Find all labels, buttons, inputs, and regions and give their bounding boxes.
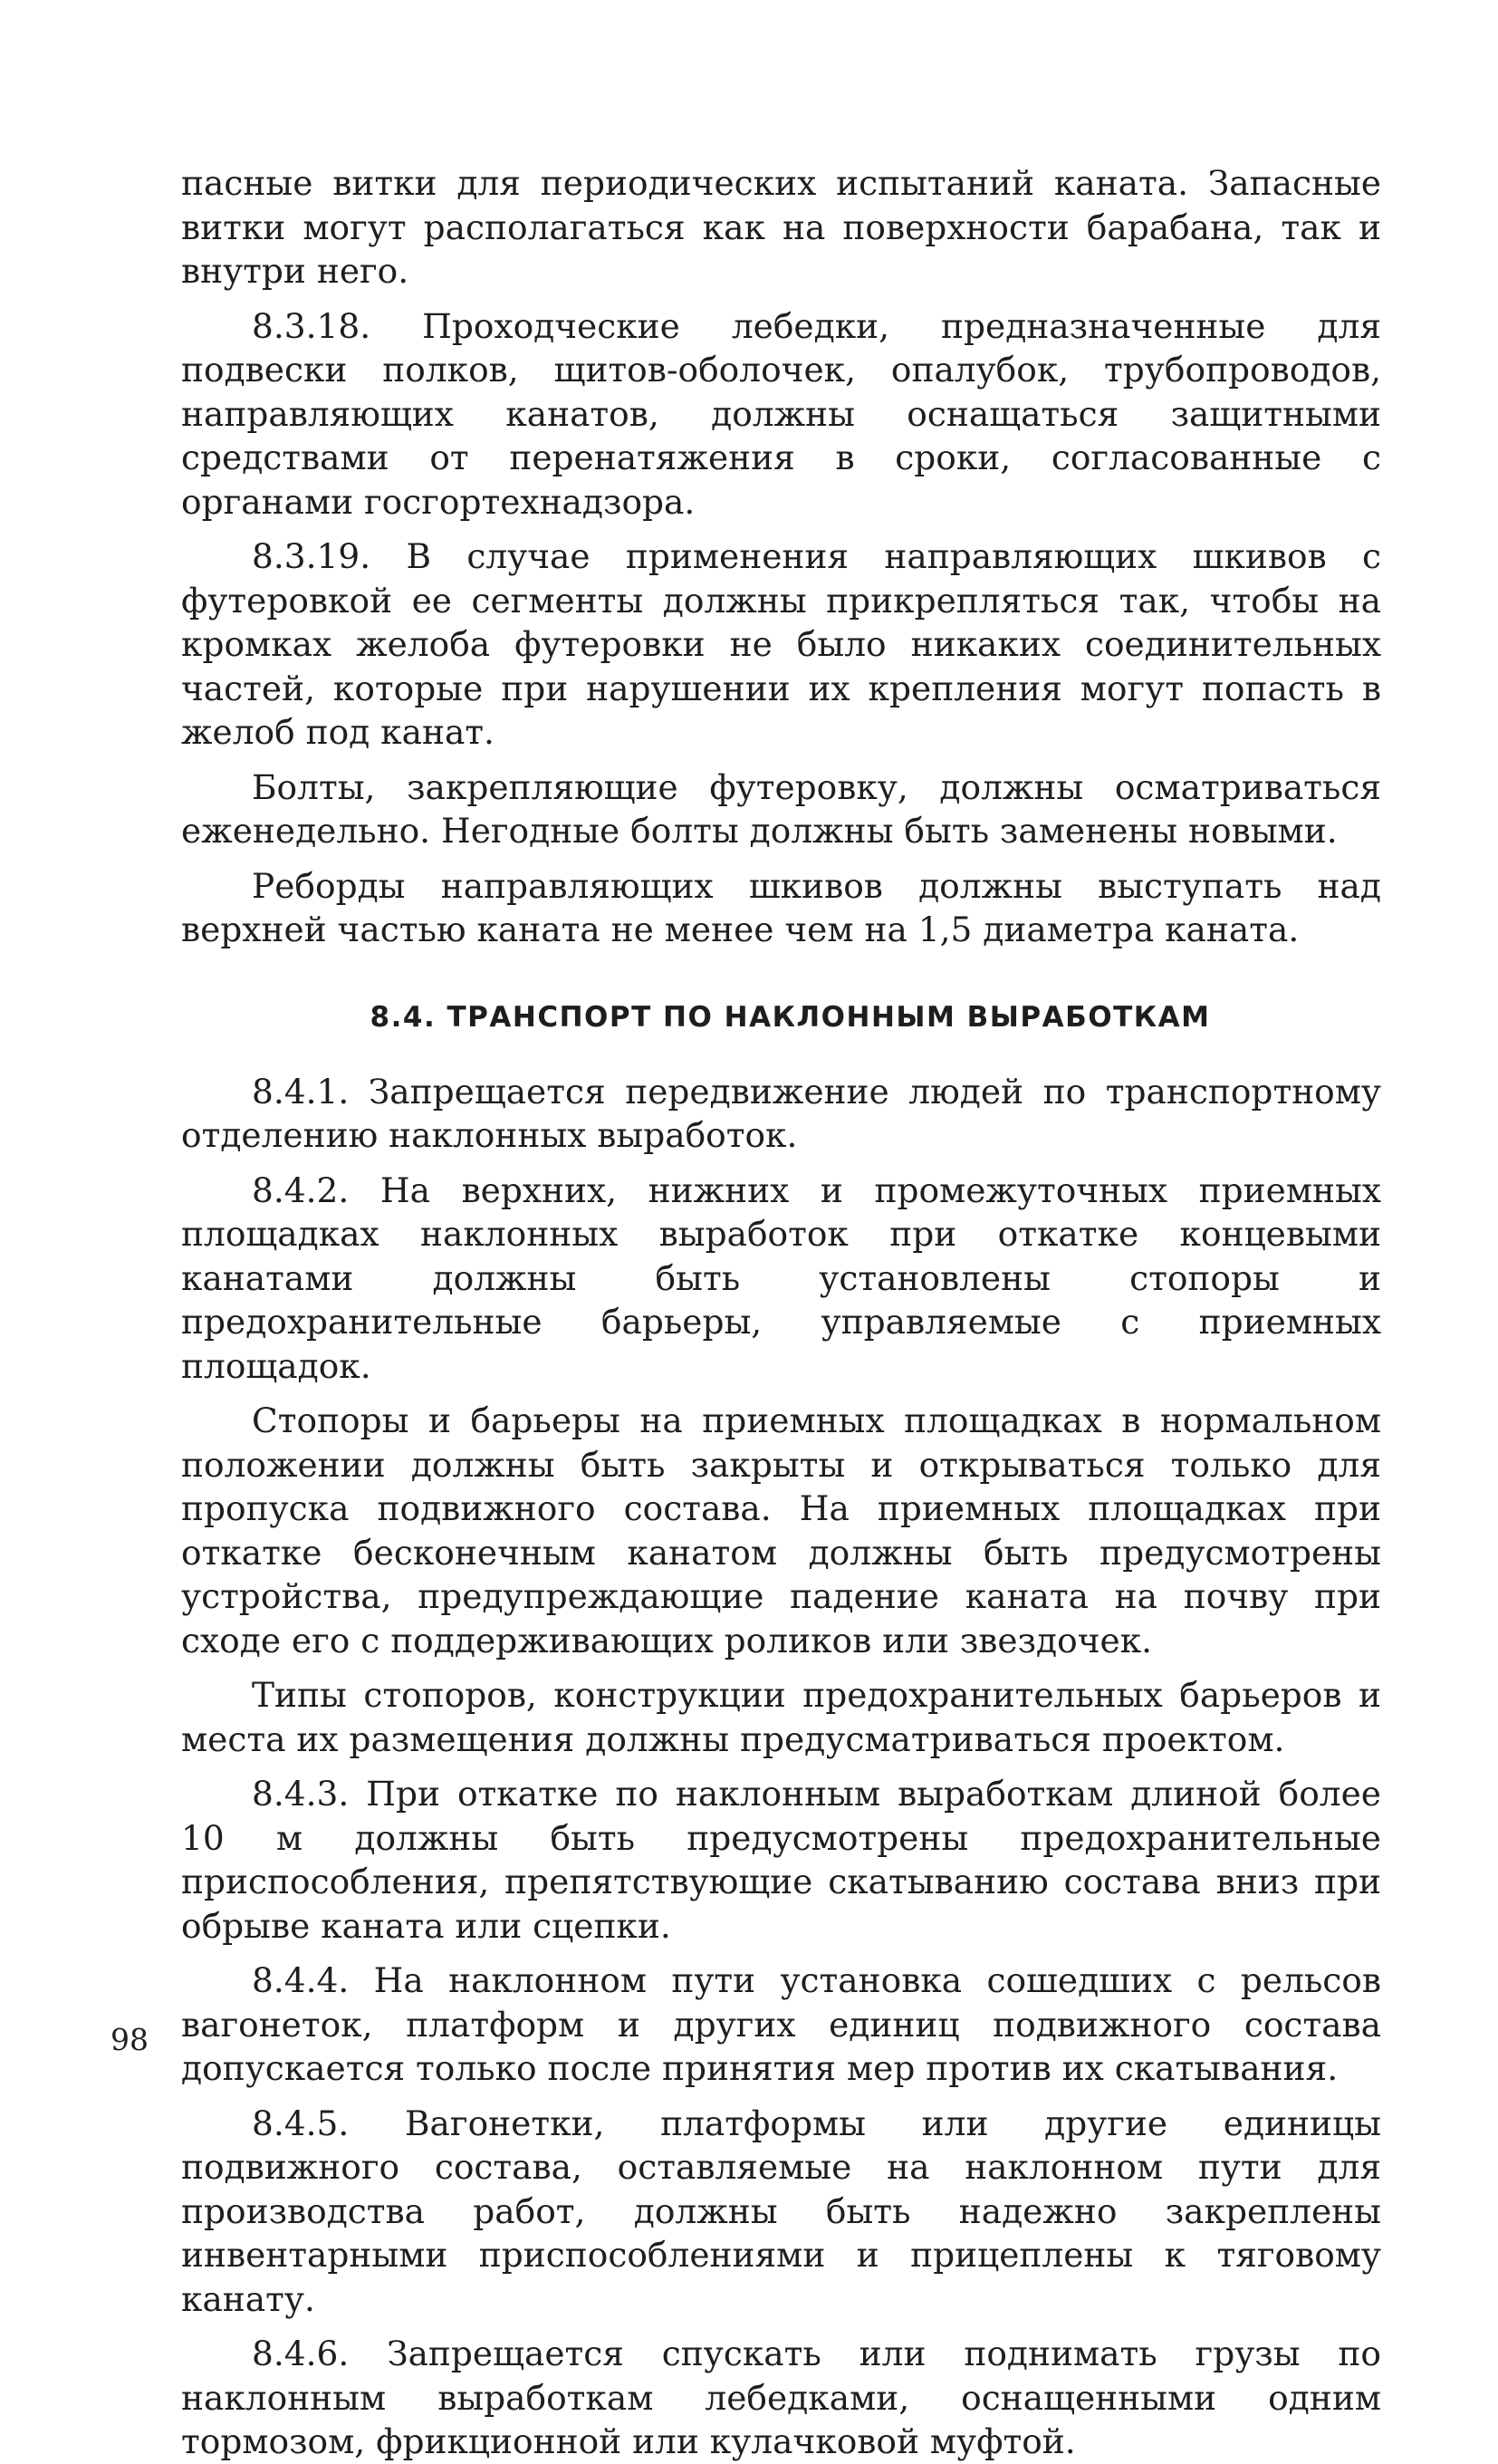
paragraph-bolts: Болты, закрепляющие футеровку, должны осматриваться еженедельно. Негодные болты должны быть заменены новыми. bbox=[181, 766, 1381, 851]
paragraph-8-4-1: 8.4.1. Запрещается передвижение людей по транспортному отделению наклонных выработок. bbox=[181, 1071, 1381, 1155]
paragraph-continuation: пасные витки для периодических испытаний каната. Запасные витки могут располагаться как на поверхности барабана, так и внутри него. bbox=[181, 163, 1381, 291]
paragraph-8-3-18: 8.3.18. Проходческие лебедки, предназначенные для подвески полков, щитов-оболочек, опалубок, трубопроводов, направляющих канатов, должны оснащаться защитными средствами от перенатяжения в сроки, согласованные с органами госгортехнадзора. bbox=[181, 305, 1381, 522]
page-number: 98 bbox=[110, 2022, 149, 2057]
paragraph-types: Типы стопоров, конструкции предохранительных барьеров и места их размещения должны предусматриваться проектом. bbox=[181, 1675, 1381, 1759]
page-body bbox=[181, 161, 1381, 2464]
section-heading: 8.4. ТРАНСПОРТ ПО НАКЛОННЫМ ВЫРАБОТКАМ bbox=[370, 1000, 1211, 1034]
paragraph-rims: Реборды направляющих шкивов должны выступать над верхней частью каната не менее чем на 1,5 диаметра каната. bbox=[181, 865, 1381, 949]
paragraph-8-4-2: 8.4.2. На верхних, нижних и промежуточных приемных площадках наклонных выработок при откатке концевыми канатами должны быть установлены стопоры и предохранительные барьеры, управляемые с приемных площадок. bbox=[181, 1169, 1381, 1386]
paragraph-8-4-6: 8.4.6. Запрещается спускать или поднимать грузы по наклонным выработкам лебедками, оснащенными одним тормозом, фрикционной или кулачковой муфтой. bbox=[181, 2334, 1381, 2461]
paragraph-8-4-5: 8.4.5. Вагонетки, платформы или другие единицы подвижного состава, оставляемые на наклонном пути для производства работ, должны быть надежно закреплены инвентарными приспособлениями и прицеплены к тяговому канату. bbox=[181, 2103, 1381, 2319]
paragraph-stoppers: Стопоры и барьеры на приемных площадках в нормальном положении должны быть закрыты и открываться только для пропуска подвижного состава. На приемных площадках при откатке бесконечным канатом должны быть предусмотрены устройства, предупреждающие падение каната на почву при сходе его с поддерживающих роликов или звездочек. bbox=[181, 1400, 1381, 1660]
paragraph-8-4-4: 8.4.4. На наклонном пути установка сошедших с рельсов вагонеток, платформ и других единиц подвижного состава допускается только после принятия мер против их скатывания. bbox=[181, 1960, 1381, 2088]
paragraph-8-4-3: 8.4.3. При откатке по наклонным выработкам длиной более 10 м должны быть предусмотрены предохранительные приспособления, препятствующие скатыванию состава вниз при обрыве каната или сцепки. bbox=[181, 1774, 1381, 1946]
paragraph-8-3-19: 8.3.19. В случае применения направляющих шкивов с футеровкой ее сегменты должны прикрепляться так, чтобы на кромках желоба футеровки не было никаких соединительных частей, которые при нарушении их крепления могут попасть в желоб под канат. bbox=[181, 536, 1381, 752]
